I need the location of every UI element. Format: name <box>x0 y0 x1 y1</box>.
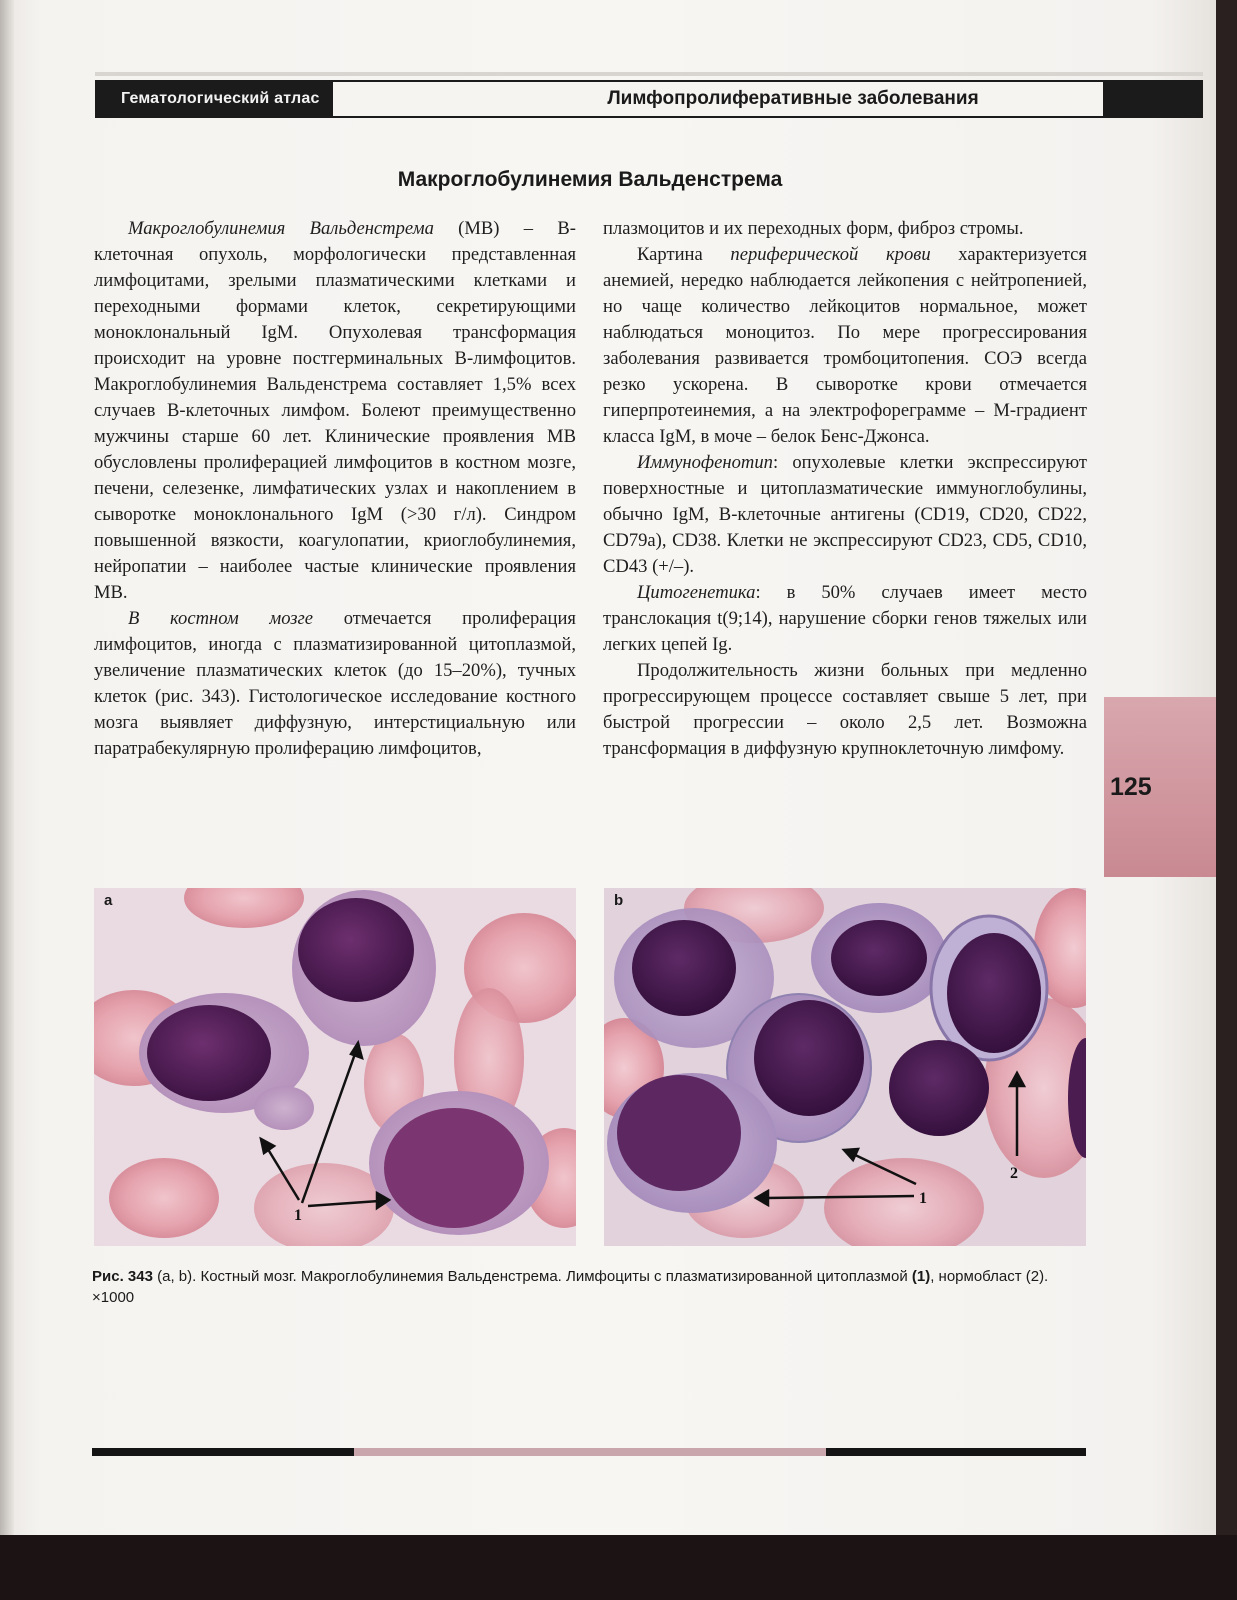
caption-text: (a, b). Костный мозг. Макроглобулинемия Вальденстрема. Лимфоциты с плазматизированной цитоплазмой <box>152 1268 912 1285</box>
paragraph <box>94 216 576 606</box>
running-header-right <box>333 80 1103 118</box>
paragraph <box>603 580 1087 658</box>
caption-text-end: , нормобласт (2). ×1000 <box>92 1268 1049 1306</box>
paragraph: Продолжительность жизни больных при медленно прогрессирующем процессе составляет свыше 5 лет, при быстрой прогрессии – около 2,5 лет. Возможна трансформация в диффузную крупноклеточную лимфому. <box>603 660 1087 759</box>
text-column-left <box>94 216 576 762</box>
term-italic: Иммунофенотип <box>637 452 773 473</box>
running-header-left <box>95 80 333 118</box>
figure-b-label-2: 2 <box>1010 1165 1018 1182</box>
figure-a-letter: a <box>104 892 113 909</box>
paragraph-text: Картина <box>637 244 731 265</box>
paragraph-text: (МВ) – В-клеточная опухоль, морфологически представленная лимфоцитами, зрелыми плазматическими клетками и переходными формами клеток, секретирующими моноклональный IgM. Опухолевая трансформация происходит на уровне постгерминальных В-лимфоцитов. Макроглобулинемия Вальденстрема составляет 1,5% всех случаев В-клеточных лимфом. Болеют преимущественно мужчины старше 60 лет. Клинические проявления МВ обусловлены пролиферацией лимфоцитов в костном мозге, печени, селезенке, лимфатических узлах и накоплением в сыворотке моноклонального IgM (>30 г/л). Синдром повышенной вязкости, коагулопатии, криоглобулинемия, нейропатии – наиболее частые клинические проявления МВ. <box>94 218 576 603</box>
paragraph <box>94 606 576 762</box>
scan-background-right <box>1216 0 1237 1600</box>
header-end-block <box>1103 80 1203 118</box>
scan-background-bottom <box>0 1535 1237 1600</box>
paragraph-text: : опухолевые клетки экспрессируют поверхностные и цитоплазматические иммуноглобулины, обычно IgM, В-клеточные антигены (CD19, CD20, CD22, CD79a), CD38. Клетки не экспрессируют CD23, CD5, CD10, CD43 (+/–). <box>603 452 1087 577</box>
figure-b-label-1: 1 <box>919 1190 927 1207</box>
paragraph-text: : в 50% случаев имеет место транслокация t(9;14), нарушение сборки генов тяжелых или легких цепей Ig. <box>603 582 1087 655</box>
footer-rule-middle <box>354 1448 826 1456</box>
term-italic: Макроглобулинемия Вальденстрема <box>128 218 434 239</box>
header-chapter-title: Лимфопролиферативные заболевания <box>607 88 979 109</box>
paragraph <box>603 242 1087 450</box>
caption-bold-label: (1) <box>911 1268 931 1285</box>
term-italic: периферической крови <box>730 244 931 265</box>
page-gutter-shadow <box>0 0 14 1535</box>
micrograph-a-image <box>94 888 576 1246</box>
paragraph: плазмоцитов и их переходных форм, фиброз стромы. <box>603 218 1024 239</box>
micrograph-a <box>94 888 576 1246</box>
header-rule <box>95 72 1203 76</box>
term-italic: Цитогенетика <box>637 582 756 603</box>
page-title: Макроглобулинемия Вальденстрема <box>397 168 783 191</box>
micrograph-b-image <box>604 888 1086 1246</box>
caption-figure-number: Рис. 343 <box>92 1268 153 1285</box>
text-column-right <box>603 216 1087 762</box>
paragraph-text: характеризуется анемией, нередко наблюдается лейкопения с нейтропенией, но чаще количество лейкоцитов нормальное, может наблюдаться моноцитоз. По мере прогрессирования заболевания развивается тромбоцитопения. СОЭ всегда резко ускорена. В сыворотке крови отмечается гиперпротеинемия, а на электрофореграмме – М-градиент класса IgM, в моче – белок Бенс-Джонса. <box>603 244 1087 447</box>
micrograph-b <box>604 888 1086 1246</box>
term-italic: В костном мозге <box>128 608 314 629</box>
figure-b-letter: b <box>614 892 624 909</box>
footer-rule-left <box>92 1448 354 1456</box>
paragraph-text: отмечается пролиферация лимфоцитов, иногда с плазматизированной цитоплазмой, увеличение плазматических клеток (до 15–20%), тучных клеток (рис. 343). Гистологическое исследование костного мозга выявляет диффузную, интерстициальную или паратрабекулярную пролиферацию лимфоцитов, <box>94 608 576 759</box>
footer-rule-right <box>826 1448 1086 1456</box>
header-atlas-title: Гематологический атлас <box>121 90 320 107</box>
figure-caption <box>92 1266 1092 1308</box>
page-number: 125 <box>1110 773 1152 801</box>
figure-a-label-1: 1 <box>294 1207 302 1224</box>
page-number-tab <box>1104 697 1216 877</box>
paragraph <box>603 450 1087 580</box>
